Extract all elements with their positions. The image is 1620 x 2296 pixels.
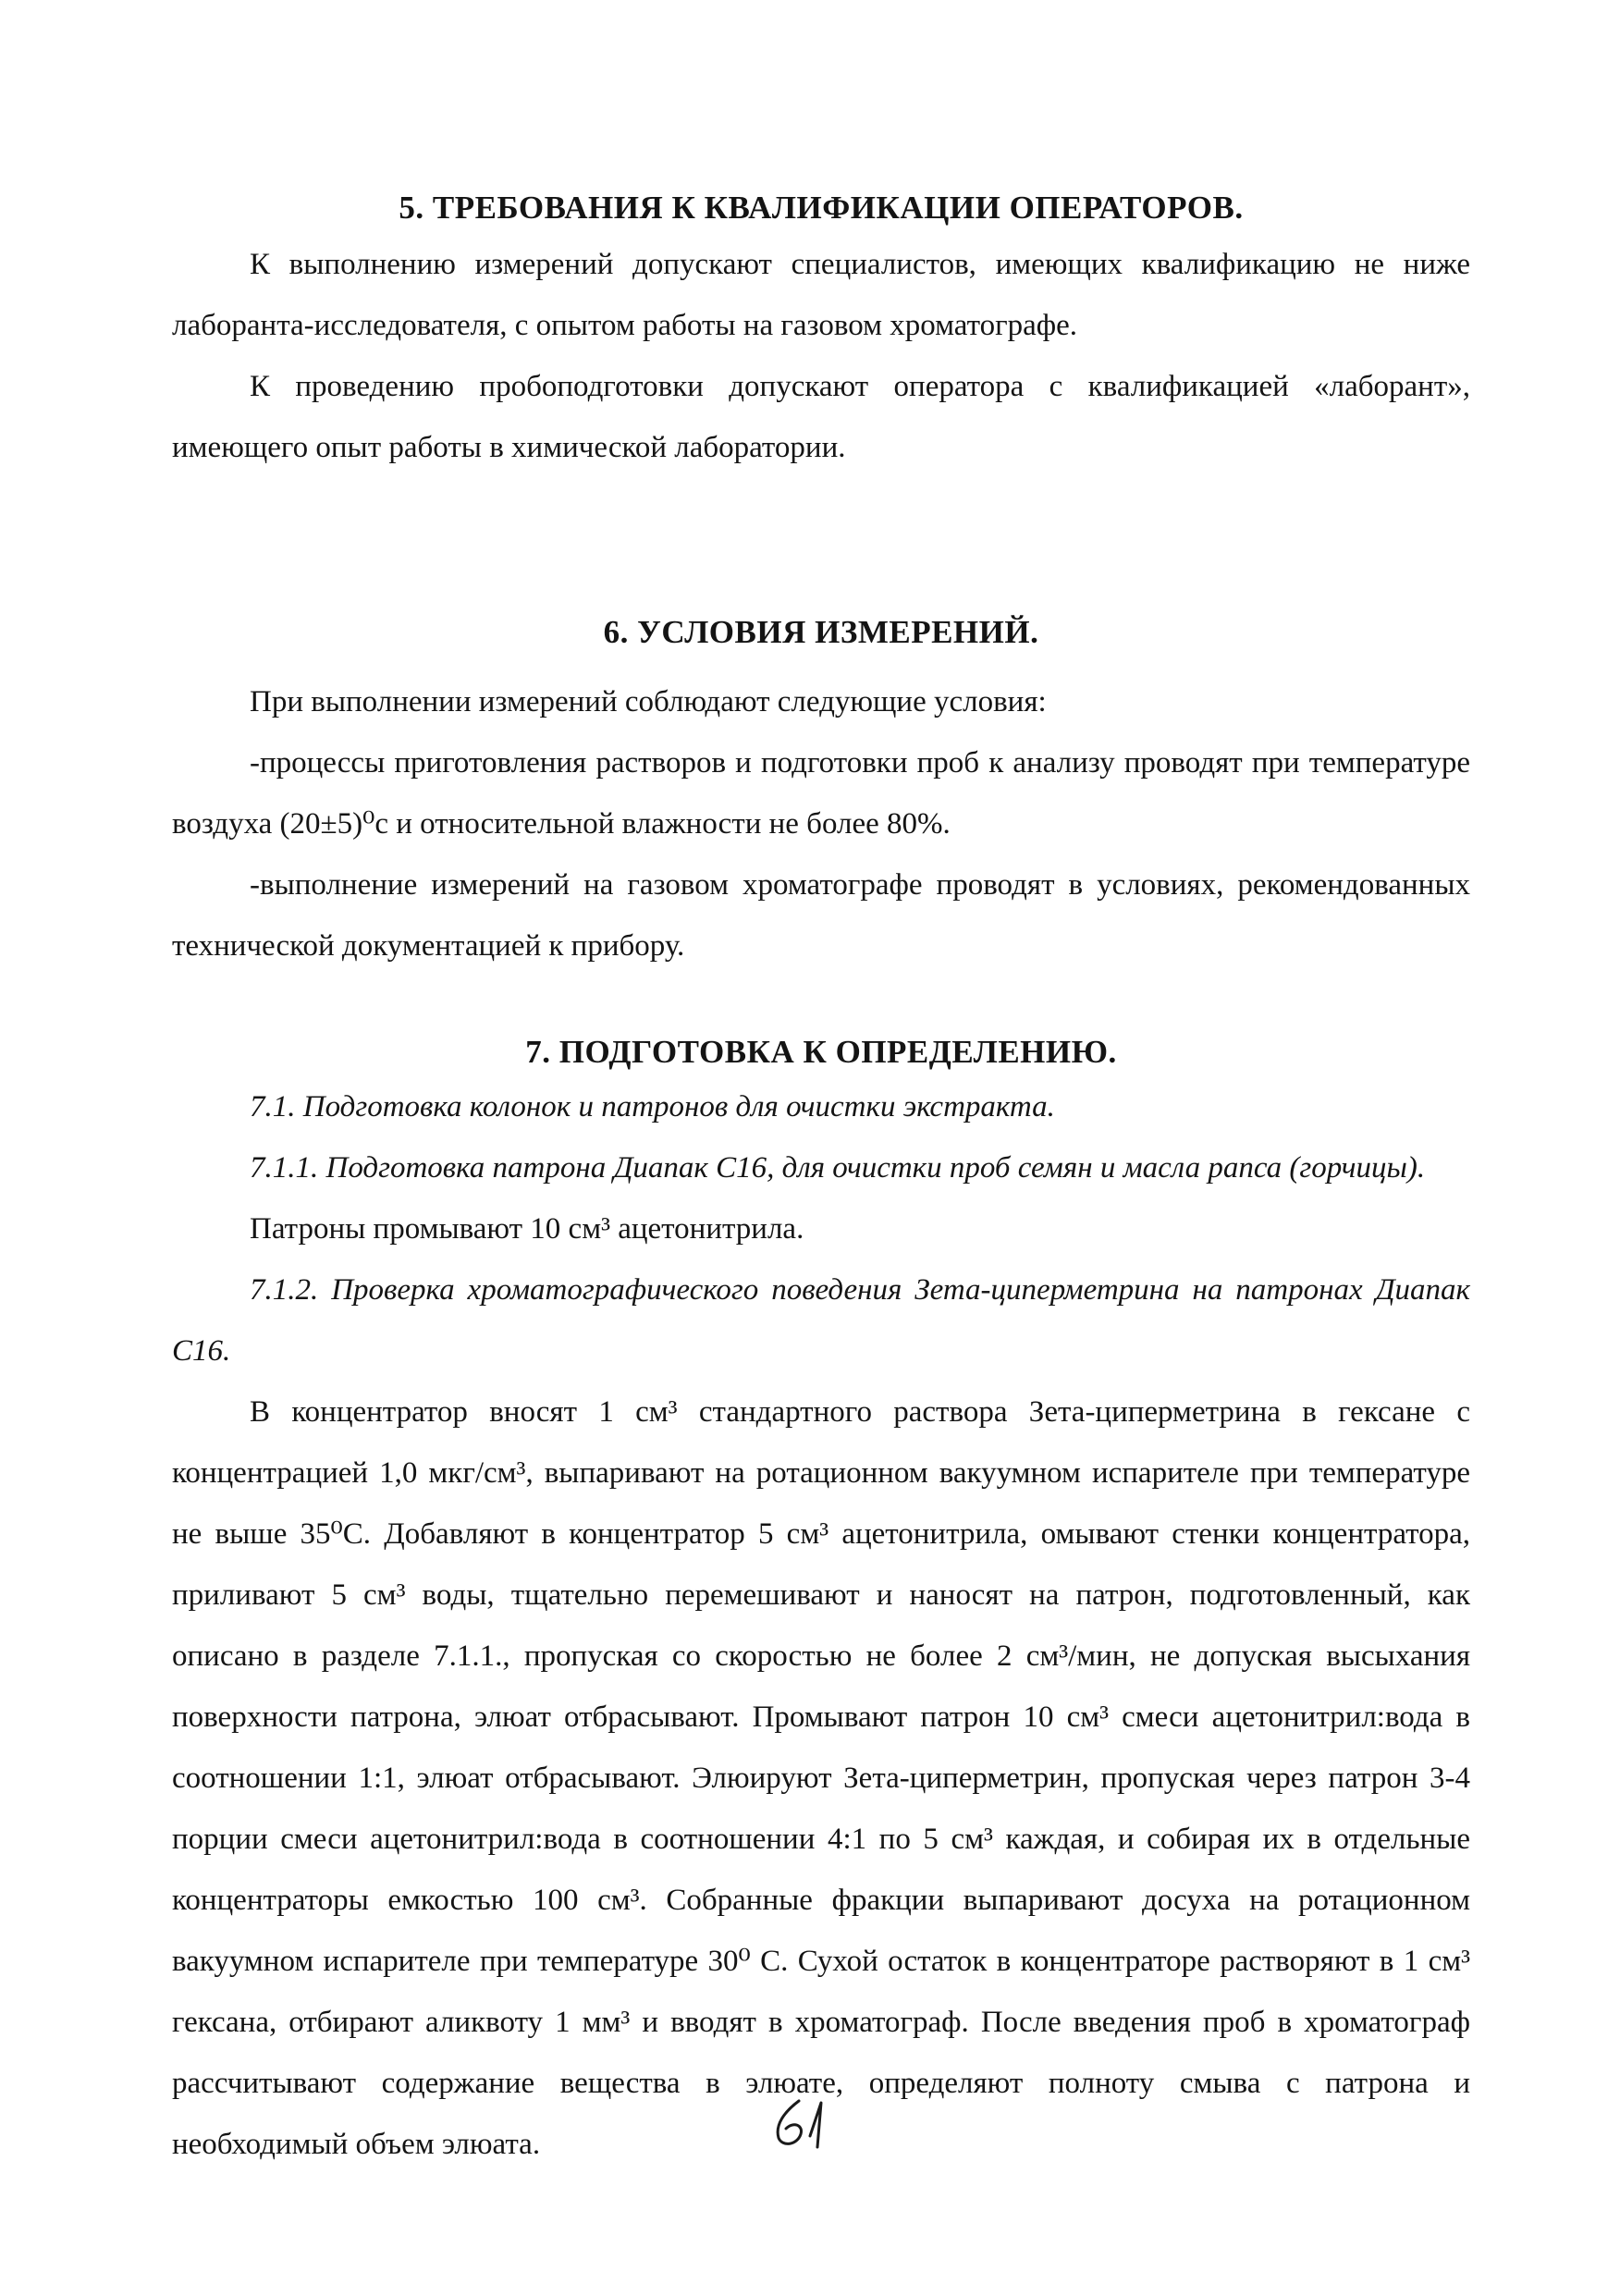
section-6-heading: 6. УСЛОВИЯ ИЗМЕРЕНИЙ.	[603, 614, 1039, 650]
subsection-7-1-heading: 7.1. Подготовка колонок и патронов для очистки экстракта.	[250, 1090, 1055, 1123]
subsection-7-1-2-heading: 7.1.2. Проверка хроматографического поведения Зета-циперметрина на патронах Диапак С16.	[172, 1273, 1470, 1368]
section-5-paragraph-1: К выполнению измерений допускают специалистов, имеющих квалификацию не ниже лаборанта-исследователя, с опытом работы на газовом хроматографе.	[172, 248, 1470, 342]
paragraph-rinse-cartridges: Патроны промывают 10 см³ ацетонитрила.	[250, 1212, 804, 1246]
section-preparation	[172, 1034, 1470, 2175]
subsection-7-1-1-heading: 7.1.1. Подготовка патрона Диапак С16, для очистки проб семян и масла рапса (горчицы).	[250, 1151, 1426, 1185]
section-measurement-conditions	[172, 614, 1470, 976]
section-operator-qualification	[172, 190, 1470, 478]
section-6-paragraph-1: При выполнении измерений соблюдают следующие условия:	[250, 685, 1047, 718]
section-5-heading: 5. ТРЕБОВАНИЯ К КВАЛИФИКАЦИИ ОПЕРАТОРОВ.	[399, 190, 1244, 226]
section-6-paragraph-3: -выполнение измерений на газовом хроматографе проводят в условиях, рекомендованных технической документацией к прибору.	[172, 868, 1470, 963]
section-5-paragraph-2: К проведению пробоподготовки допускают оператора с квалификацией «лаборант», имеющего опыт работы в химической лаборатории.	[172, 370, 1470, 464]
handwritten-page-number	[760, 2093, 853, 2151]
section-7-heading: 7. ПОДГОТОВКА К ОПРЕДЕЛЕНИЮ.	[525, 1034, 1117, 1070]
section-6-paragraph-2: -процессы приготовления растворов и подготовки проб к анализу проводят при температуре воздуха (20±5)⁰с и относительной влажности не более 80%.	[172, 746, 1470, 841]
paragraph-procedure: В концентратор вносят 1 см³ стандартного раствора Зета-циперметрина в гексане с концентрацией 1,0 мкг/см³, выпаривают на ротационном вакуумном испарителе при температуре не выше 35⁰С. Добавляют в концентратор 5 см³ ацетонитрила, омывают стенки концентратора, приливают 5 см³ воды, тщательно перемешивают и наносят на патрон, подготовленный, как описано в разделе 7.1.1., пропуская со скоростью не более 2 см³/мин, не допуская высыхания поверхности патрона, элюат отбрасывают. Промывают патрон 10 см³ смеси ацетонитрил:вода в соотношении 1:1, элюат отбрасывают. Элюируют Зета-циперметрин, пропуская через патрон 3-4 порции смеси ацетонитрил:вода в соотношении 4:1 по 5 см³ каждая, и собирая их в отдельные концентраторы емкостью 100 см³. Собранные фракции выпаривают досуха на ротационном вакуумном испарителе при температуре 30⁰ С. Сухой остаток в концентраторе растворяют в 1 см³ гексана, отбирают аликвоту 1 мм³ и вводят в хроматограф. После введения проб в хроматограф рассчитывают содержание вещества в элюате, определяют полноту смыва с патрона и необходимый объем элюата.	[172, 1395, 1470, 2161]
